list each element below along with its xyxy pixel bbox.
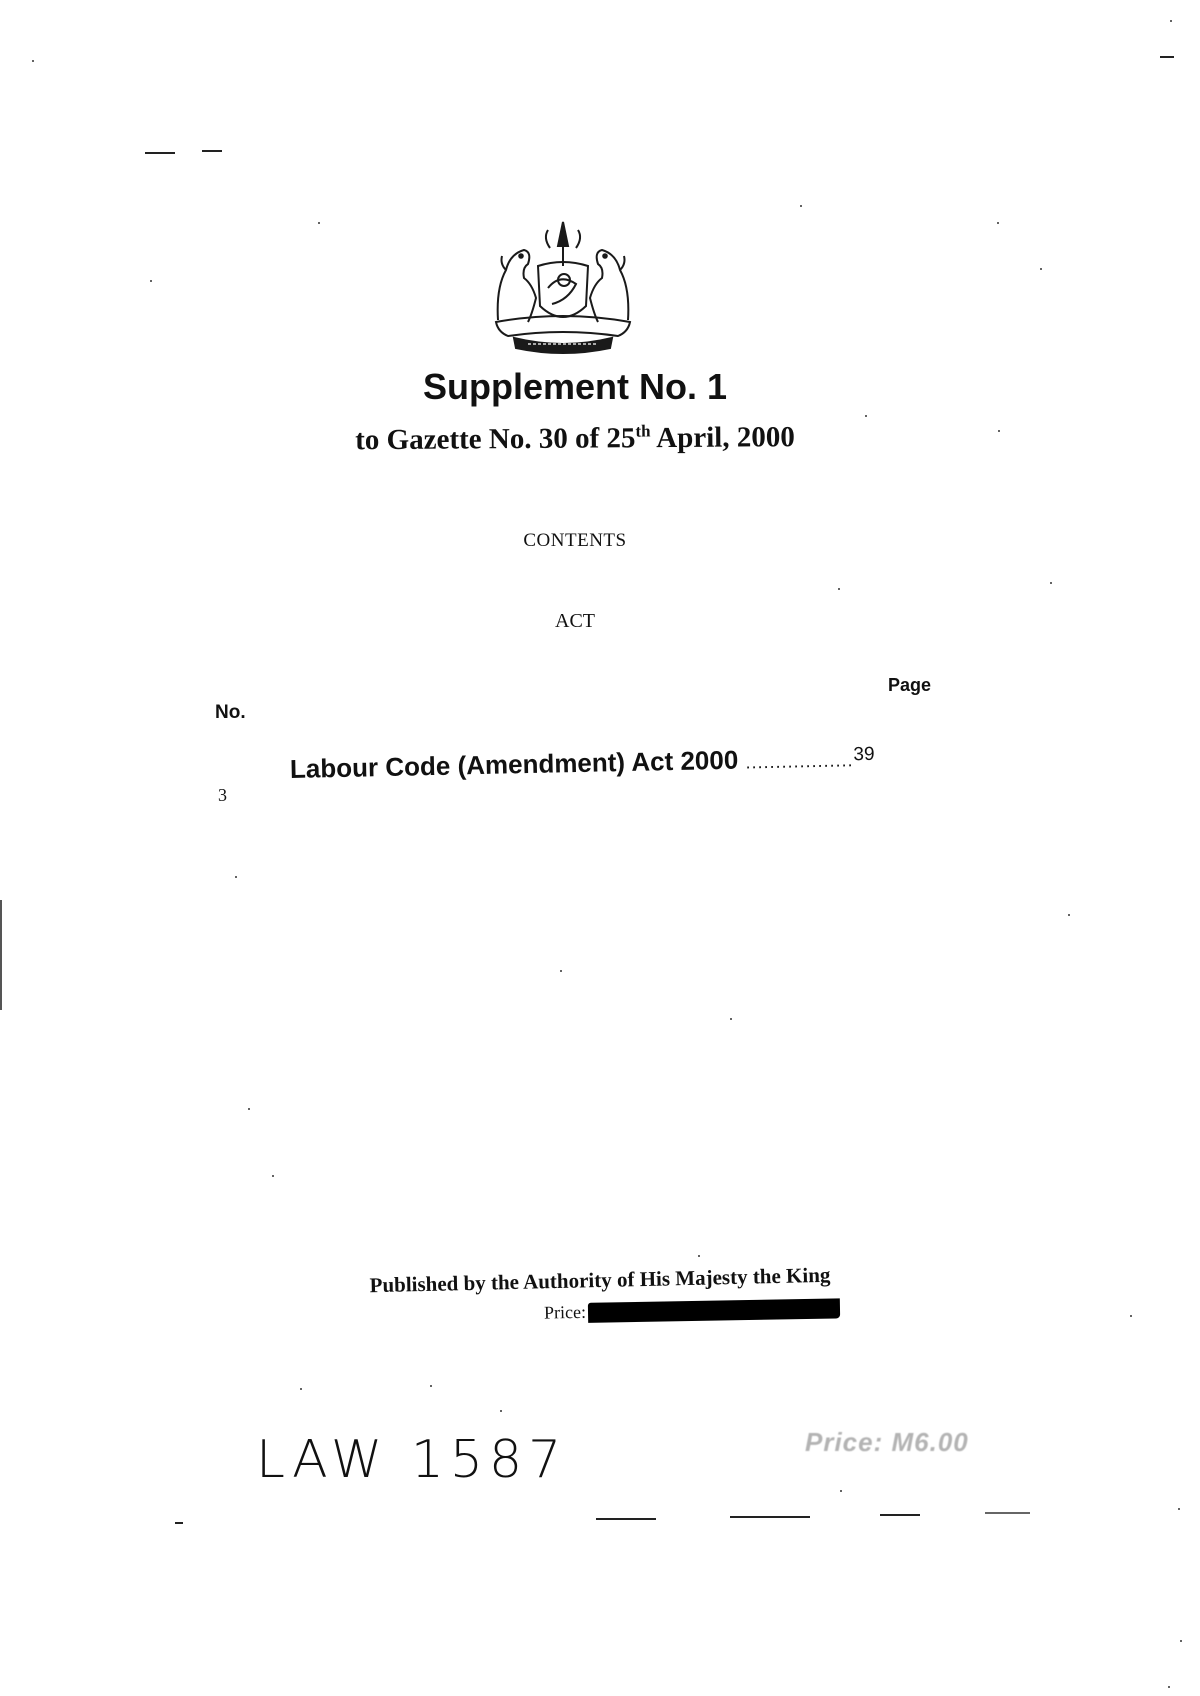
scan-speck [430, 1385, 432, 1387]
reference-code: LAW 1587 [256, 1430, 568, 1490]
subtitle-prefix: to Gazette No. 30 of 25 [355, 422, 636, 457]
scan-speck [318, 222, 320, 224]
scan-mark [730, 1516, 810, 1518]
subtitle-ordinal: th [635, 421, 651, 441]
section-heading: ACT [555, 610, 595, 632]
contents-entry [290, 742, 875, 785]
scan-speck [838, 588, 840, 590]
scan-mark [1160, 56, 1174, 58]
scan-speck [1130, 1315, 1132, 1317]
scan-speck [560, 970, 562, 972]
coat-of-arms-icon [488, 218, 638, 356]
scan-mark [145, 152, 175, 154]
scan-mark [202, 150, 222, 152]
entry-leader: .................. [745, 750, 854, 773]
scan-speck [1050, 582, 1052, 584]
price-label: Price: [543, 1301, 587, 1323]
price-row [544, 1297, 840, 1323]
scan-mark [596, 1518, 656, 1520]
scan-speck [1178, 1508, 1180, 1510]
scan-speck [1180, 1640, 1182, 1642]
scan-mark [880, 1514, 920, 1516]
price-stamp: Price: M6.00 [805, 1427, 969, 1457]
redaction-bar [588, 1298, 840, 1322]
scan-speck [248, 1108, 250, 1110]
scan-speck [235, 876, 237, 878]
entry-number: 3 [218, 785, 227, 805]
subtitle-suffix: April, 2000 [650, 421, 795, 455]
number-column-header: No. [215, 702, 246, 723]
scan-mark [175, 1522, 183, 1524]
contents-heading: CONTENTS [523, 530, 627, 551]
page-column-header: Page [888, 675, 932, 695]
document-subtitle [0, 418, 1150, 460]
document-title: Supplement No. 1 [422, 366, 728, 407]
scan-speck [698, 1255, 700, 1257]
entry-title: Labour Code (Amendment) Act 2000 [289, 744, 739, 784]
scan-speck [997, 222, 999, 224]
scan-speck [840, 1490, 842, 1492]
publisher-line: Published by the Authority of His Majesty the King [369, 1262, 831, 1298]
scan-speck [1170, 20, 1172, 22]
scan-speck [150, 280, 152, 282]
scan-speck [500, 1410, 502, 1412]
scan-speck [1168, 1686, 1170, 1688]
scan-speck [998, 430, 1000, 432]
scan-speck [272, 1175, 274, 1177]
entry-page: 39 [853, 743, 875, 766]
scan-speck [1040, 268, 1042, 270]
scan-mark [0, 900, 2, 1010]
scan-speck [300, 1388, 302, 1390]
scan-speck [32, 60, 34, 62]
scan-speck [800, 205, 802, 207]
scan-speck [865, 415, 867, 417]
scan-speck [1068, 914, 1070, 916]
scan-speck [730, 1018, 732, 1020]
scan-mark [985, 1512, 1030, 1514]
